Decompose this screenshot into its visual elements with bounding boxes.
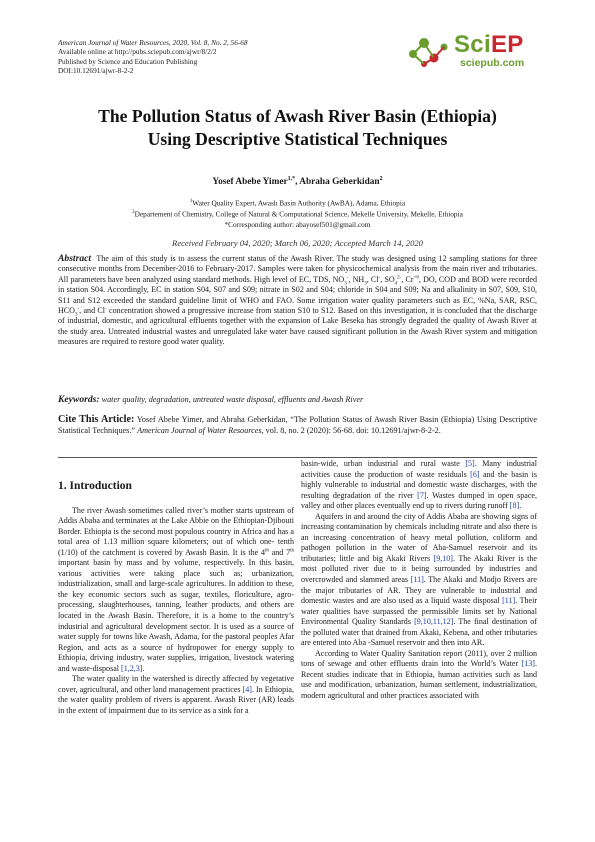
abstract-sup: - [378,275,381,281]
citation-link[interactable]: [6] [470,469,480,479]
cite-text-2: , vol. 8, no. 2 (2020): 56-68. doi: 10.12691/ajwr-8-2-2. [261,425,441,435]
citation-link[interactable]: [5] [465,459,475,468]
title-line-2: Using Descriptive Statistical Techniques [147,129,448,149]
citation-link[interactable]: [9,10] [433,553,453,563]
cite-this-article [58,415,537,436]
body-column-right [301,459,537,702]
abstract-sub: 3 [364,281,367,287]
cite-journal: American Journal of Water Resources [137,425,262,435]
author-list [40,176,555,187]
intro-paragraph-4 [301,649,537,702]
abstract-text-1: The aim of this study is to assess the current status of the Awash River. The study was designed using 12 sampling stations for three consecutive months from December-2016 to February-2017. Samples were taken for physicochemical analysis from the main river and tributaries. All parameters have been analyzed using standard methods. High level of EC, TDS, NO [58,254,537,284]
author-2: Abraha Geberkidan [299,177,380,188]
paragraph-text: According to Water Quality Sanitation report (2011), over 2 million tons of sewage and other effluents drain into the World’s Water [301,648,537,669]
abstract-sub: 3 [75,312,78,318]
paragraph-text: . Recent studies indicate that in Ethiopia, human activities such as land use and modification, urbanization, human settlement, industrialization, modern agricultural and other practices associated with [301,659,537,701]
sciep-logo-icon [404,32,452,72]
paragraph-text: and 7 [268,547,291,557]
paragraph-text: . In Ethiopia, the water quality problem of rivers is apparent. Awash River (AR) leads in the extent of impairment due to its service as a sink for a [58,684,294,715]
logo-url: sciepub.com [460,57,525,69]
paragraph-text: . Their water qualities have surpassed the permissible limits set by National Environmental Quality Standards [301,596,537,627]
intro-paragraph-3 [301,512,537,649]
paragraph-text: . The Akaki River is the most polluted river due to it being surrounded by industries and overcrowded and slammed areas [301,553,538,585]
ordinal-sup: th [265,548,269,554]
abstract-sup: - [77,306,80,312]
paper-title [40,105,555,151]
online-url-line[interactable]: Available online at http://pubs.sciepub.com/ajwr/8/2/2 [58,47,217,57]
abstract-text-7: , and Cl [79,306,106,316]
logo-sci-text: Sci [454,31,491,58]
title-line-1: The Pollution Status of Awash River Basin (Ethiopia) [98,106,497,126]
author-2-marks: 2 [379,176,383,182]
citation-link[interactable]: [11] [410,575,424,585]
sciep-logo[interactable] [404,32,544,72]
citation-link[interactable]: [13] [521,659,535,669]
paragraph-text: basin-wide, urban industrial and rural waste [301,459,466,468]
abstract-text-4: , SO [380,274,395,284]
paragraph-text: . The Akaki and Modjo Rivers are the major tributaries of AR. They are vulnerable to industrial and domestic wastes and are also used as a liquid waste disposal [301,575,537,606]
abstract-sub: 4 [394,281,398,287]
paragraph-text: Aquifers in and around the city of Addis Ababa are showing signs of increasing contamination by chemicals including nitrate and also there is an increasing concentration of heavy metal pollution, coliform and pathogen pollution in the water of Aba-Samuel reservoir and its tributaries; little and big Akaki Rivers [301,511,537,563]
affiliation-1-mark: 1 [189,199,193,204]
paragraph-text: . The final destination of the polluted water that drained from Akaki, Kebena, and other tributaries are entered into Aba -Samuel reservoir and then into AR. [301,617,537,648]
abstract-label: Abstract [58,253,92,264]
author-1: Yosef Abebe Yimer [212,177,288,188]
ordinal-sup: th [290,548,294,554]
abstract-text-6: , DO, COD and BOD were recorded in station S04. Accordingly, EC in station S04, S07 and S09; nitrate in S02 and S04; chloride in S04 and S09; Na and alkalinity in S07, S09, S10, S11 and S12 exceeded the standard guideline limit of WHO and FAO. Some irrigation water quality parameters such as EC, %Na, SAR, RSC, HCO [58,274,537,316]
logo-ep-text: EP [490,31,524,58]
paragraph-text: . [142,663,145,673]
abstract-text-8: concentration showed a progressive increase from station S10 to S12. Based on this investigation, it is concluded that the discharge of industrial, domestic, and agricultural effluents together with the expansion of Lake Beseka has strongly degraded the quality of Awash River at the study area. Untreated industrial wastes and unregulated lake water have caused significant pollution in the Awash River system and mitigation measures are required to restore good water quality. [58,306,537,347]
paragraph-text: important basin by mass and by volume, respectively. In this basin, various activities were taking place such as; urbanization, industrialization, small and large-scale agricultures. In addition to these, the key economic sectors such as sugar, textiles, floriculture, agro-processing, slaughterhouses, tanning, leather products, and others are located in the Awash Basin. Therefore, it is a home to the country’s industrial and agricultural development sector. It is used as a source of water supply for towns like Awash, Adama, for the pastoral peoples Afar Region, and acts as a source of hydropower for energy supply to Ethiopia, driving industry, water supplies, irrigation, livestock watering and waste-disposal [58,558,294,673]
paragraph-text: . [519,501,522,511]
cite-label: Cite This Article: [58,414,135,425]
author-1-marks: 1,* [287,176,296,182]
abstract-sub: 3 [344,281,347,287]
citation-link[interactable]: [9,10,11,12] [414,617,454,627]
paragraph-text: . Many industrial activities cause the production of waste residuals [301,459,537,479]
abstract-text-2: , NH [348,274,365,284]
section-divider [58,457,537,458]
affiliation-2-text: Departement of Chemistry, College of Natural & Computational Science, Mekelle University, Mekelle, Ethiopia [134,209,463,219]
affiliation-2 [40,208,555,219]
abstract-sup: - [346,275,349,281]
abstract [58,254,537,348]
citation-link[interactable]: [7] [417,490,427,500]
journal-header [58,38,388,76]
corresponding-author[interactable]: *Corresponding author: abayosef501@gmail.com [224,219,371,229]
paragraph-text: . Wastes dumped in open space, valley and other places eventually end up to rivers during runoff [301,490,537,511]
received-dates: Received February 04, 2020; March 06, 2020; Accepted March 14, 2020 [172,238,423,248]
keywords [58,394,537,405]
abstract-sup: - [105,306,107,312]
doi-line[interactable]: DOI:10.12691/ajwr-8-2-2 [58,66,134,76]
logo-wordmark [454,32,524,58]
journal-citation-line: American Journal of Water Resources, 2020, Vol. 8, No. 2, 56-68 [58,38,248,47]
citation-link[interactable]: [4] [242,684,252,694]
intro-paragraph-1 [58,506,294,675]
body-column-left [58,459,294,716]
paragraph-text: The water quality in the watershed is directly affected by vegetative cover, agricultural, and other land management practices [58,674,294,694]
paragraph-text: The river Awash sometimes called river’s mother starts upstream of Addis Ababa and terminates at the Lake Abbie on the Ethiopian-Djibouti Border. Ethiopia is the second most populous country in Africa and has a total area of 1.13 million square kilometers; out of which one- tenth (1/10) of the catchment is covered by Awash Basin. It is the 4 [58,505,294,557]
keywords-label: Keywords: [58,394,100,405]
author-separator: , [295,177,300,188]
affiliation-2-mark: 2 [132,210,135,216]
abstract-sup: +6 [413,275,419,281]
abstract-text-3: , Cl [366,274,379,284]
cite-text-1: Yosef Abebe Yimer, and Abraha Geberkidan, “The Pollution Status of Awash River Basin (Ethiopia) Using Descriptive Statistical Techniques.” [58,415,537,435]
citation-link[interactable]: [8] [509,501,520,511]
affiliation-1-text: Water Quality Expert, Awash Basin Authority (AwBA), Adama, Ethiopia [192,198,406,208]
abstract-sup: 2- [397,275,402,281]
citation-link[interactable]: [11] [502,596,516,606]
introduction-heading: 1. Introduction [58,480,132,492]
keywords-text: water quality, degradation, untreated waste disposal, effluents and Awash River [101,395,364,404]
paragraph-text: and the basin is highly vulnerable to industrial and domestic waste discharges, with the resulting degradation of the river [301,469,537,500]
intro-paragraph-2-continued [301,459,537,512]
affiliation-1 [40,197,555,208]
publisher-line: Published by Science and Education Publishing [58,56,198,66]
intro-paragraph-2 [58,674,294,716]
citation-link[interactable]: [1,2,3] [121,663,143,673]
affiliations [40,197,555,230]
abstract-text-5: , Cr [401,274,414,284]
